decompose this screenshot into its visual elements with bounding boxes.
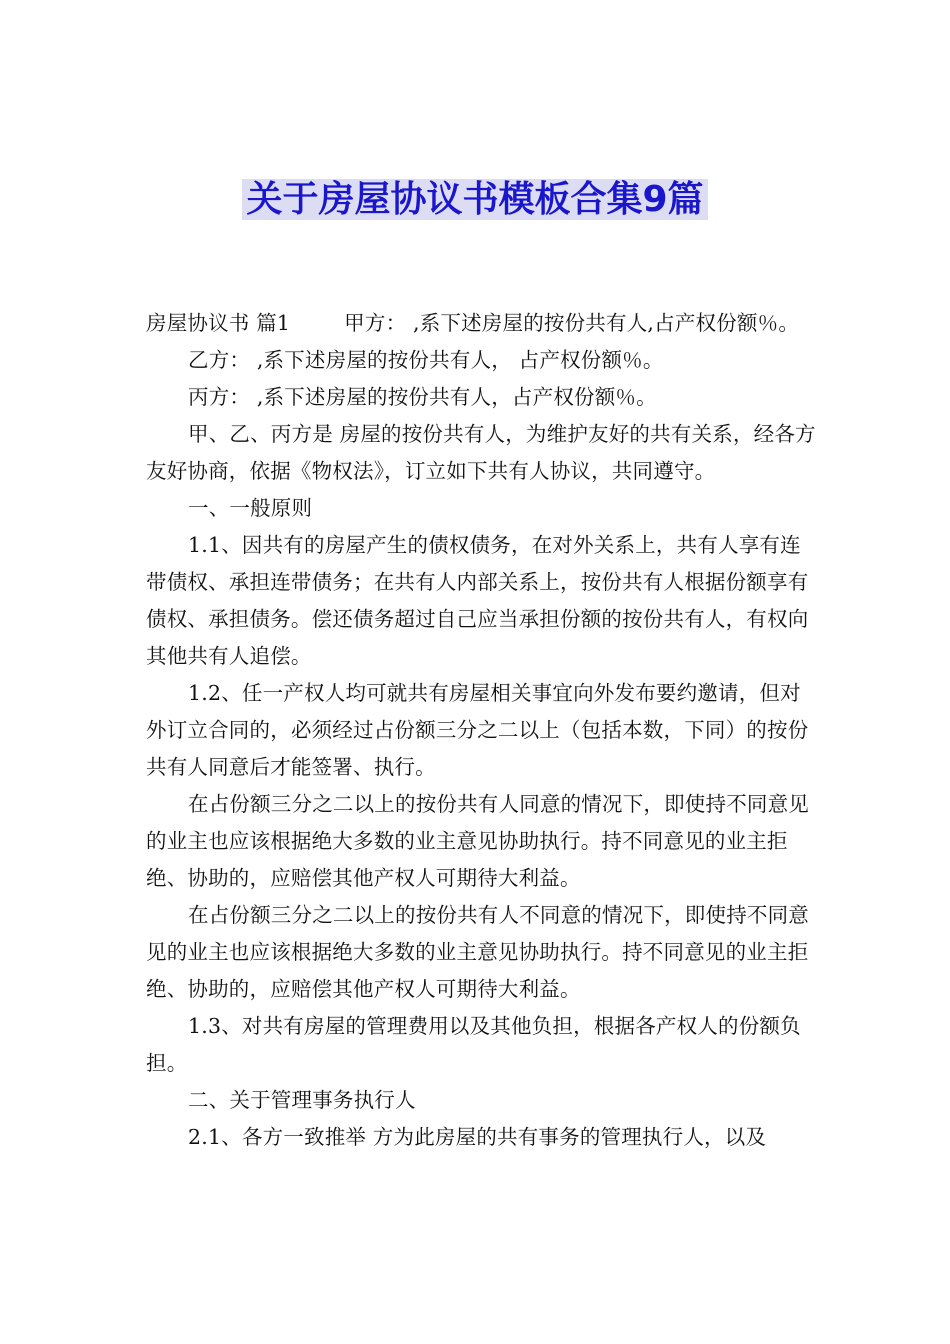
paragraph: 乙方： ,系下述房屋的按份共有人， 占产权份额％。 [188, 348, 664, 372]
document-title [0, 176, 950, 224]
paragraph: 1.3、对共有房屋的管理费用以及其他负担，根据各产权人的份额负担。 [146, 1014, 801, 1075]
paragraph: 在占份额三分之二以上的按份共有人同意的情况下，即使持不同意见的业主也应该根据绝大多数的业主意见协助执行。持不同意见的业主拒绝、协助的，应赔偿其他产权人可期待大利益。 [146, 792, 809, 890]
party-a-text: 甲方： ,系下述房屋的按份共有人,占产权份额％。 [344, 311, 800, 335]
paragraph: 2.1、各方一致推举 方为此房屋的共有事务的管理执行人，以及 [188, 1125, 767, 1149]
section-heading: 一、一般原则 [188, 496, 313, 520]
section-heading: 房屋协议书 篇1 [146, 311, 291, 335]
paragraph: 1.2、任一产权人均可就共有房屋相关事宜向外发布要约邀请，但对外订立合同的，必须经过占份额三分之二以上（包括本数，下同）的按份共有人同意后才能签署、执行。 [146, 681, 809, 779]
paragraph: 在占份额三分之二以上的按份共有人不同意的情况下，即使持不同意见的业主也应该根据绝大多数的业主意见协助执行。持不同意见的业主拒绝、协助的，应赔偿其他产权人可期待大利益。 [146, 903, 809, 1001]
paragraph: 甲、乙、丙方是 房屋的按份共有人，为维护友好的共有关系，经各方友好协商，依据《物权法》，订立如下共有人协议，共同遵守。 [146, 422, 816, 483]
document-body [146, 305, 816, 1156]
paragraph: 1.1、因共有的房屋产生的债权债务，在对外关系上，共有人享有连带债权、承担连带债务；在共有人内部关系上，按份共有人根据份额享有债权、承担债务。偿还债务超过自己应当承担份额的按份共有人，有权向其他共有人追偿。 [146, 533, 809, 668]
section-heading: 二、关于管理事务执行人 [188, 1088, 416, 1112]
title-text: 关于房屋协议书模板合集9篇 [242, 179, 707, 220]
first-line [146, 305, 816, 342]
paragraph: 丙方： ,系下述房屋的按份共有人，占产权份额％。 [188, 385, 657, 409]
